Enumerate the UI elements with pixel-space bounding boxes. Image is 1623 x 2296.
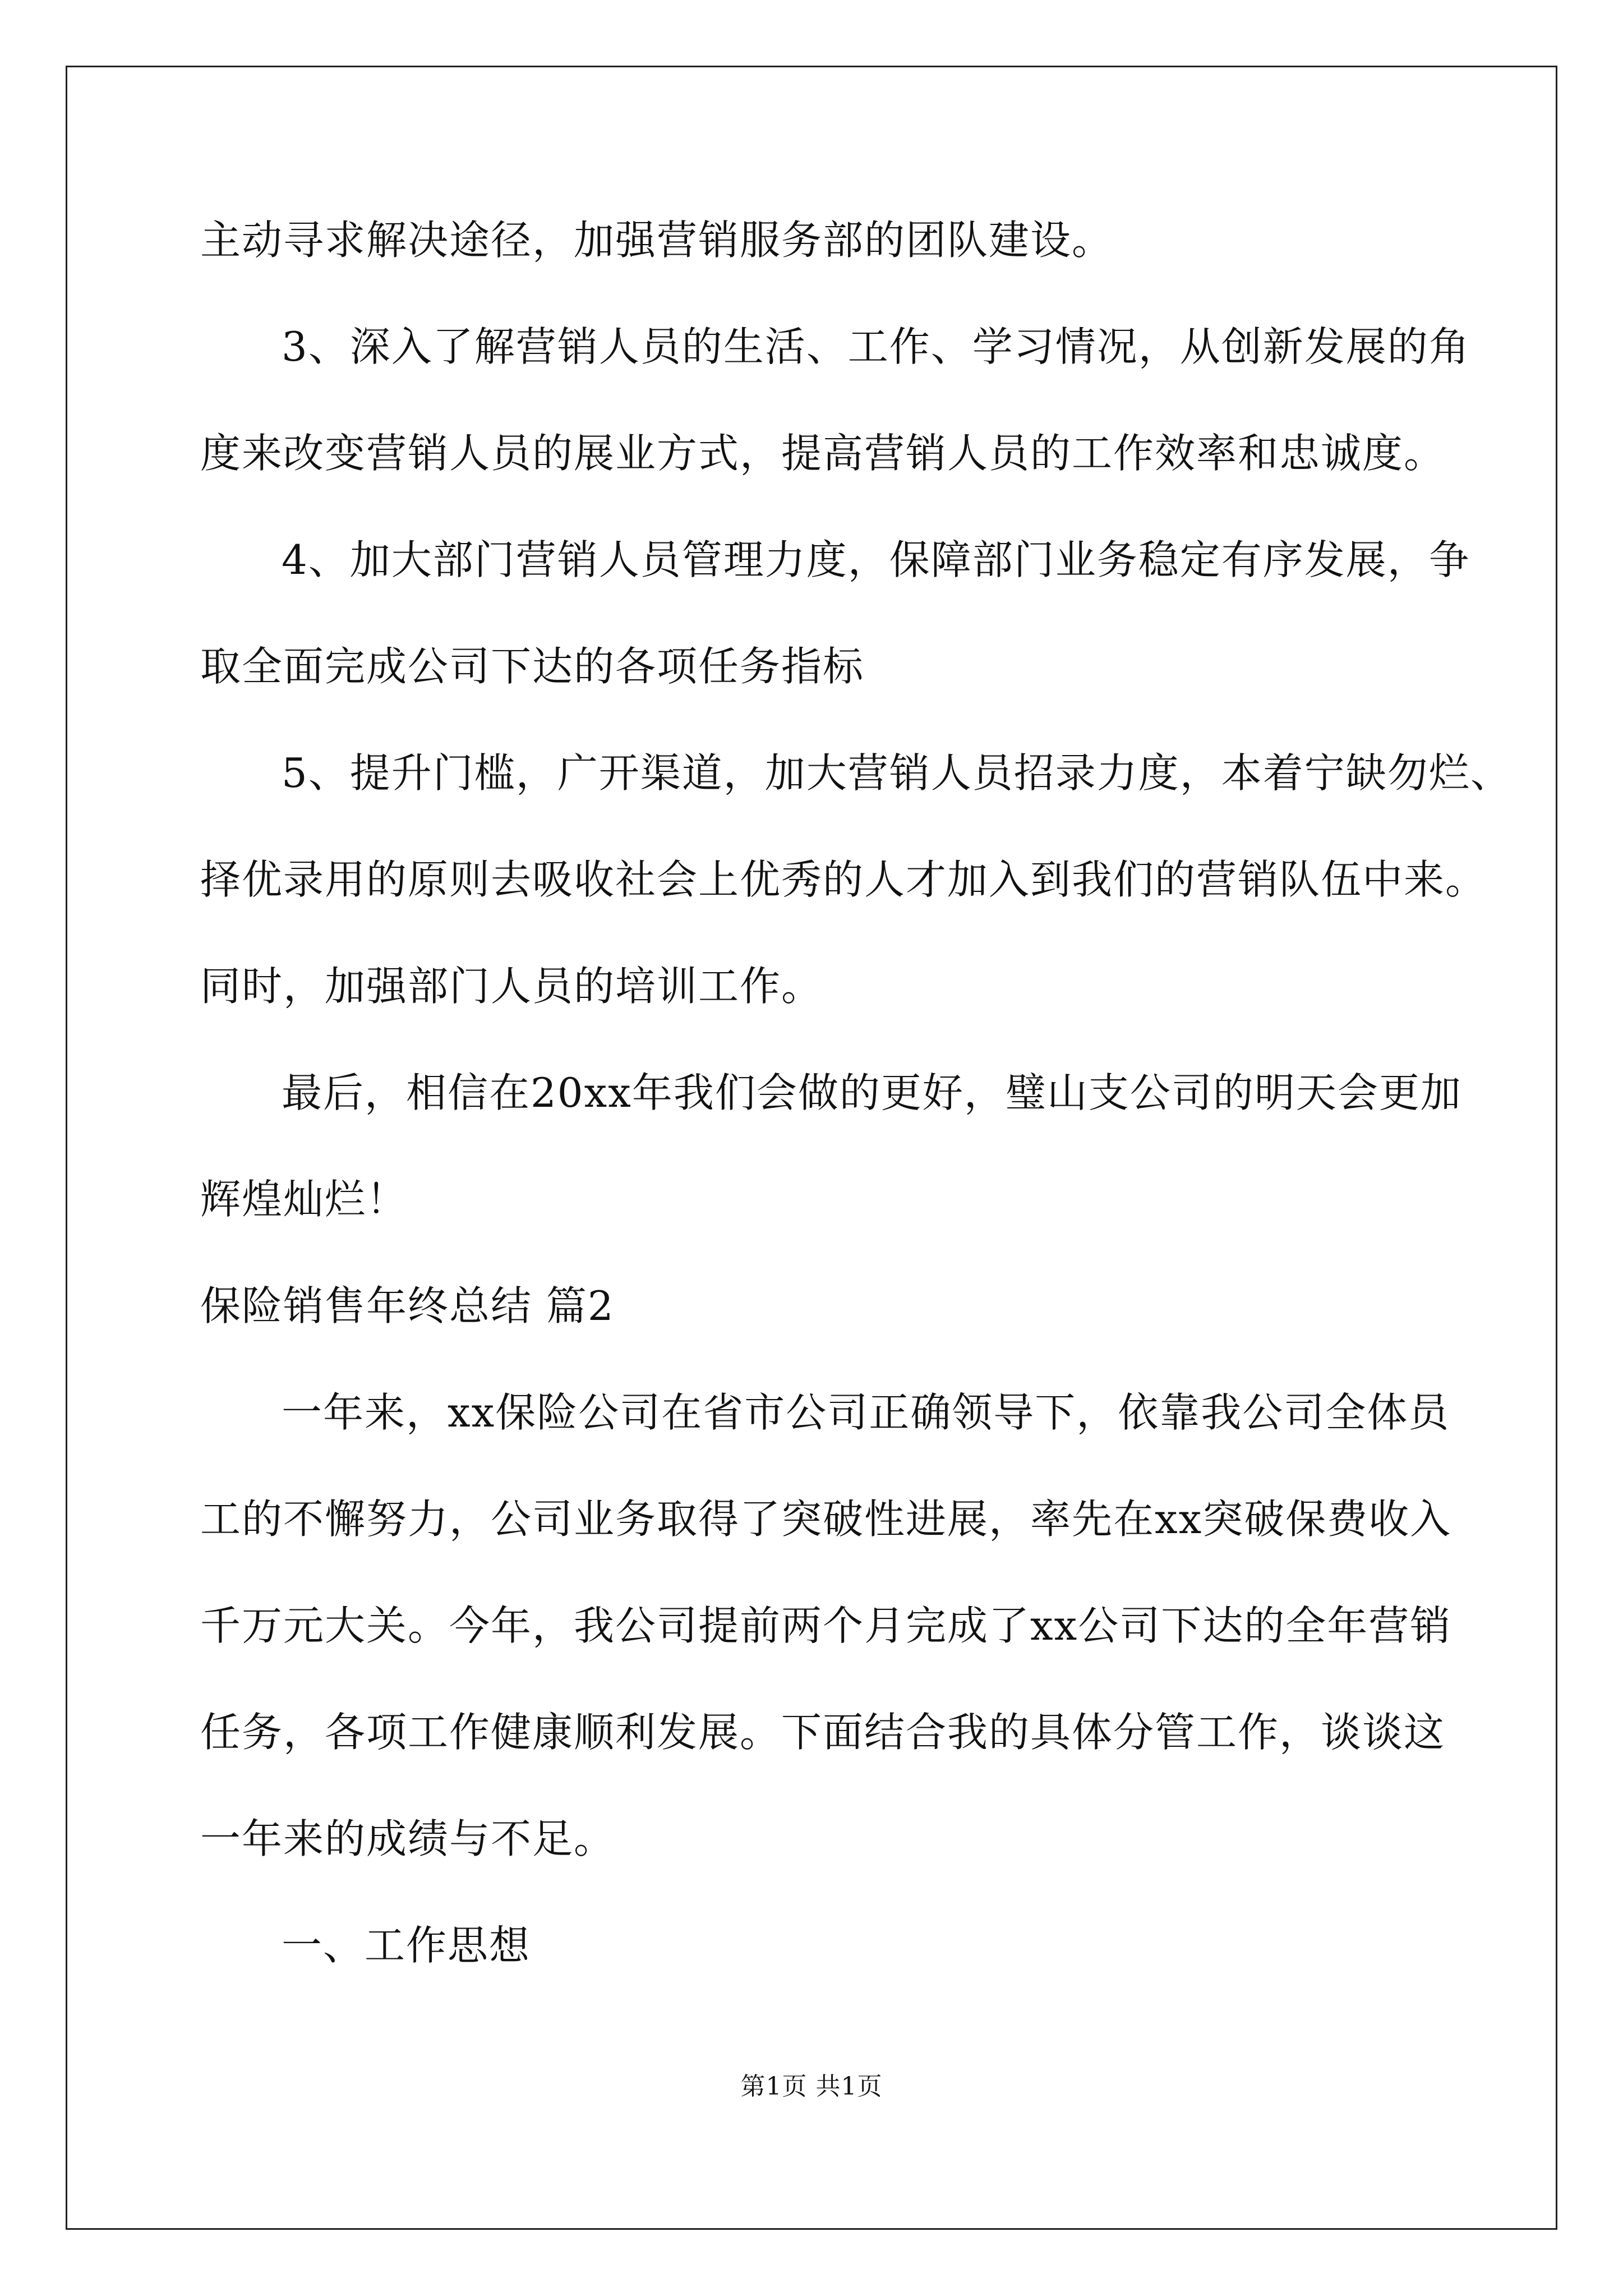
paragraph-line-1: 一年来，xx保险公司在省市公司正确领导下，依靠我公司全体员	[282, 1389, 1450, 1436]
paragraph-line-5: 一年来的成绩与不足。	[200, 1815, 616, 1862]
subheading-work-thought: 一、工作思想	[282, 1922, 531, 1969]
paragraph-line-3: 千万元大关。今年，我公司提前两个月完成了xx公司下达的全年营销	[200, 1602, 1452, 1649]
text-line: 主动寻求解决途径，加强营销服务部的团队建设。	[200, 217, 1114, 264]
paragraph-line-4: 任务，各项工作健康顺利发展。下面结合我的具体分管工作，谈谈这	[200, 1709, 1446, 1756]
list-item-5-line-3: 同时，加强部门人员的培训工作。	[200, 963, 823, 1010]
list-item-4-line-1: 4、加大部门营销人员管理力度，保障部门业务稳定有序发展，争	[282, 536, 1470, 583]
list-item-5-line-1: 5、提升门槛，广开渠道，加大营销人员招录力度，本着宁缺勿烂、	[282, 749, 1512, 797]
list-item-3-line-1: 3、深入了解营销人员的生活、工作、学习情况，从创新发展的角	[282, 323, 1470, 370]
list-item-4-line-2: 取全面完成公司下达的各项任务指标	[200, 643, 865, 690]
paragraph-line-2: 工的不懈努力，公司业务取得了突破性进展，率先在xx突破保费收入	[200, 1496, 1452, 1543]
section-heading: 保险销售年终总结 篇2	[200, 1282, 615, 1329]
closing-line-1: 最后，相信在20xx年我们会做的更好，璧山支公司的明天会更加	[282, 1069, 1462, 1116]
closing-line-2: 辉煌灿烂！	[200, 1176, 408, 1223]
page-footer: 第1页 共1页	[740, 2072, 883, 2101]
list-item-5-line-2: 择优录用的原则去吸收社会上优秀的人才加入到我们的营销队伍中来。	[200, 856, 1487, 903]
list-item-3-line-2: 度来改变营销人员的展业方式，提高营销人员的工作效率和忠诚度。	[200, 430, 1446, 477]
page-frame	[66, 66, 1557, 2230]
